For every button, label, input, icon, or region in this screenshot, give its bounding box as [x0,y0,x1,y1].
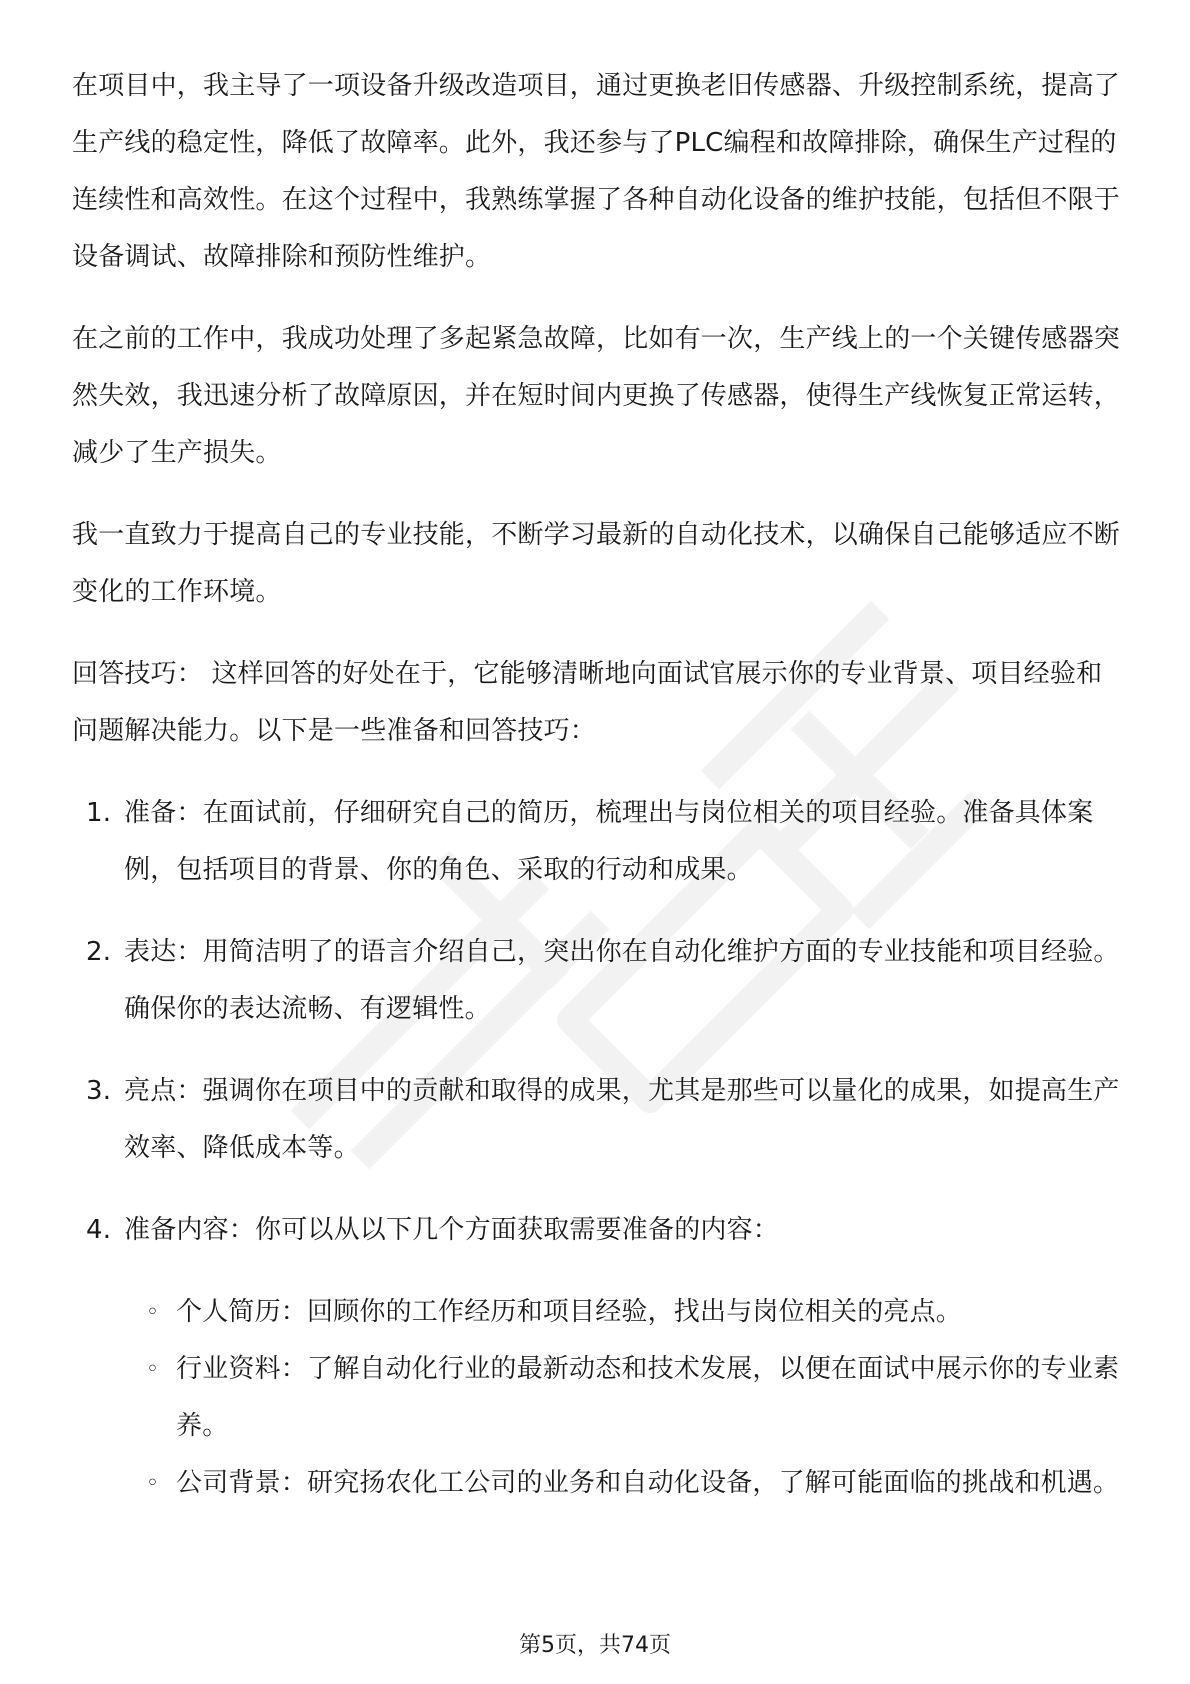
list-item-text: 亮点：强调你在项目中的贡献和取得的成果，尤其是那些可以量化的成果，如提高生产效率、降低成本等。 [124,1076,1120,1163]
sublist-item [124,1455,1122,1512]
paragraph-skills: 我一直致力于提高自己的专业技能，不断学习最新的自动化技术，以确保自己能够适应不断变化的工作环境。 [72,520,1121,607]
document-body [72,58,1122,1537]
sublist-item [124,1284,1122,1341]
bullet-icon: ◦ [146,1357,160,1382]
list-number: 3. [86,1076,112,1106]
list-item-text: 准备：在面试前，仔细研究自己的简历，梳理出与岗位相关的项目经验。准备具体案例，包括项目的背景、你的角色、采取的行动和成果。 [124,798,1094,885]
sublist-item-text: 公司背景：研究扬农化工公司的业务和自动化设备，了解可能面临的挑战和机遇。 [176,1468,1120,1498]
list-number: 2. [86,937,112,967]
paragraph-project: 在项目中，我主导了一项设备升级改造项目，通过更换老旧传感器、升级控制系统，提高了生产线的稳定性，降低了故障率。此外，我还参与了PLC编程和故障排除，确保生产过程的连续性和高效性。在这个过程中，我熟练掌握了各种自动化设备的维护技能，包括但不限于设备调试、故障排除和预防性维护。 [72,71,1121,272]
sublist-item-text: 行业资料：了解自动化行业的最新动态和技术发展，以便在面试中展示你的专业素养。 [176,1354,1120,1441]
sublist-item [124,1341,1122,1455]
list-item [72,785,1122,899]
page-number-footer: 第5页，共74页 [519,1633,671,1658]
list-number: 4. [86,1215,112,1245]
paragraph-emergency: 在之前的工作中，我成功处理了多起紧急故障，比如有一次，生产线上的一个关键传感器突然失效，我迅速分析了故障原因，并在短时间内更换了传感器，使得生产线恢复正常运转，减少了生产损失。 [72,324,1121,468]
tips-list [72,785,1122,1512]
paragraph-tips: 回答技巧： 这样回答的好处在于，它能够清晰地向面试官展示你的专业背景、项目经验和问题解决能力。以下是一些准备和回答技巧： [72,659,1103,746]
list-item [72,924,1122,1038]
list-number: 1. [86,798,112,828]
preparation-sublist [124,1284,1122,1512]
list-item [72,1202,1122,1512]
bullet-icon: ◦ [146,1471,160,1496]
sublist-item-text: 个人简历：回顾你的工作经历和项目经验，找出与岗位相关的亮点。 [176,1297,963,1327]
list-item-text: 表达：用简洁明了的语言介绍自己，突出你在自动化维护方面的专业技能和项目经验。确保你的表达流畅、有逻辑性。 [124,937,1120,1024]
list-item-text: 准备内容：你可以从以下几个方面获取需要准备的内容： [124,1215,780,1245]
list-item [72,1063,1122,1177]
bullet-icon: ◦ [146,1300,160,1325]
